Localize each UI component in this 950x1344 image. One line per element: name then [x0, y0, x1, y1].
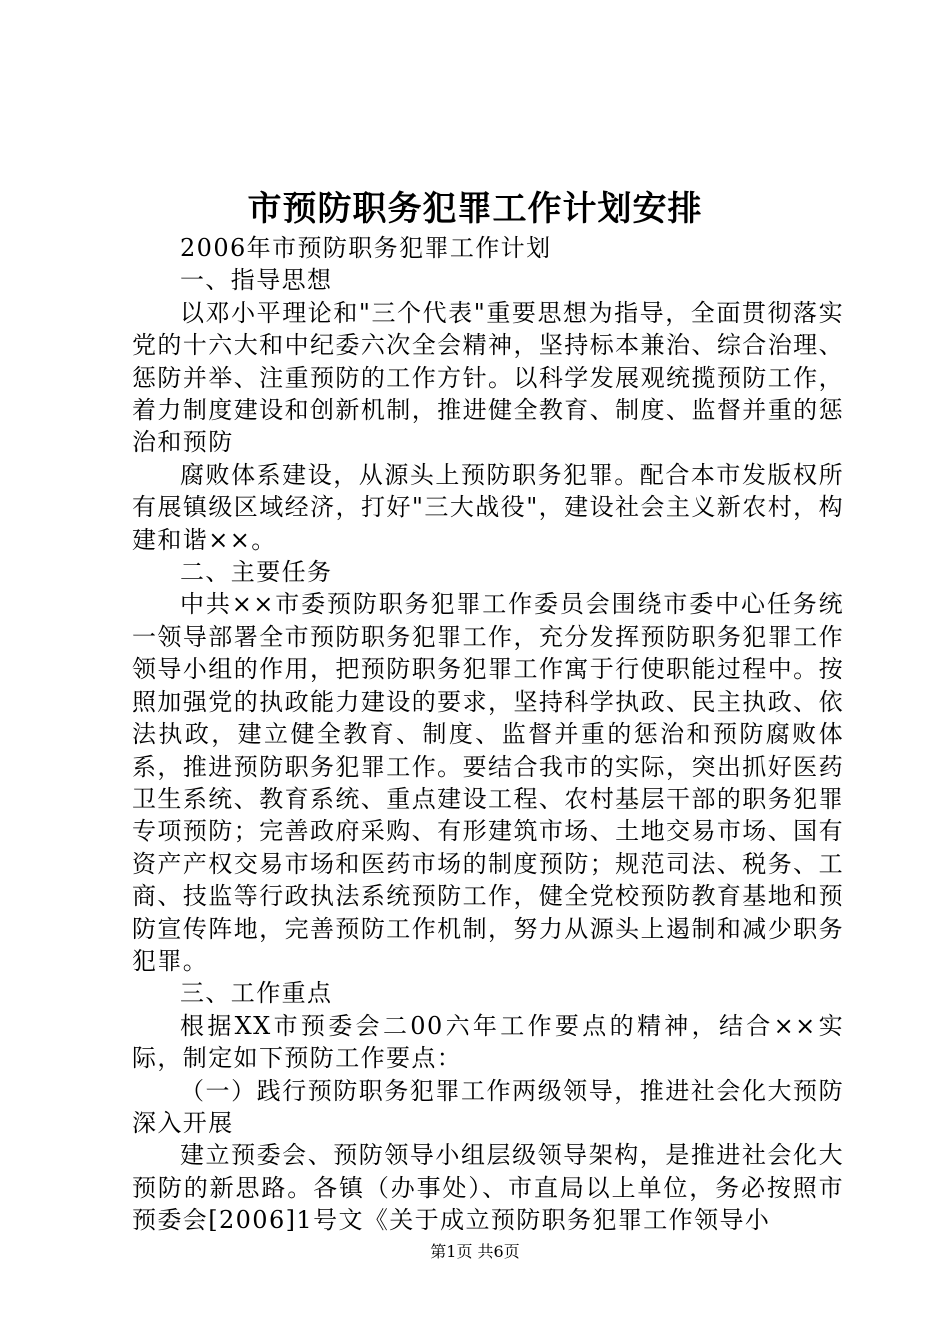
paragraph-anti-corruption: 腐败体系建设，从源头上预防职务犯罪。配合本市发版权所有展镇级区域经济，打好"三大战役"，建设社会主义新农村，构建和谐××。: [132, 460, 844, 554]
paragraph-subsection-1: 建立预委会、预防领导小组层级领导架构，是推进社会化大预防的新思路。各镇（办事处）、市直局以上单位，务必按照市预委会[2006]1号文《关于成立预防职务犯罪工作领导小: [132, 1141, 844, 1235]
document-title: 市预防职务犯罪工作计划安排: [247, 189, 703, 229]
section-heading-work-focus: 三、工作重点: [180, 979, 333, 1008]
paragraph-work-focus-intro: 根据XX市预委会二00六年工作要点的精神，结合××实际，制定如下预防工作要点：: [132, 1011, 844, 1073]
paragraph-guiding-thought: 以邓小平理论和"三个代表"重要思想为指导，全面贯彻落实党的十六大和中纪委六次全会精神，坚持标本兼治、综合治理、惩防并举、注重预防的工作方针。以科学发展观统揽预防工作，着力制度建设和创新机制，推进健全教育、制度、监督并重的惩治和预防: [132, 298, 844, 457]
document-body: [132, 232, 844, 1237]
subsection-heading-1: （一）践行预防职务犯罪工作两级领导，推进社会化大预防深入开展: [132, 1076, 844, 1137]
paragraph-main-tasks: 中共××市委预防职务犯罪工作委员会围绕市委中心任务统一领导部署全市预防职务犯罪工作，充分发挥预防职务犯罪工作领导小组的作用，把预防职务犯罪工作寓于行使职能过程中。按照加强党的执政能力建设的要求，坚持科学执政、民主执政、依法执政，建立健全教育、制度、监督并重的惩治和预防腐败体系，推进预防职务犯罪工作。要结合我市的实际，突出抓好医药卫生系统、教育系统、重点建设工程、农村基层干部的职务犯罪专项预防；完善政府采购、有形建筑市场、土地交易市场、国有资产产权交易市场和医药市场的制度预防；规范司法、税务、工商、技监等行政执法系统预防工作，健全党校预防教育基地和预防宣传阵地，完善预防工作机制，努力从源头上遏制和减少职务犯罪。: [132, 590, 844, 975]
section-heading-guiding-thought: 一、指导思想: [180, 266, 333, 295]
section-heading-main-tasks: 二、主要任务: [180, 558, 333, 587]
page-footer: 第1页 共6页: [430, 1242, 520, 1261]
plan-subtitle: 2006年市预防职务犯罪工作计划: [180, 234, 552, 262]
